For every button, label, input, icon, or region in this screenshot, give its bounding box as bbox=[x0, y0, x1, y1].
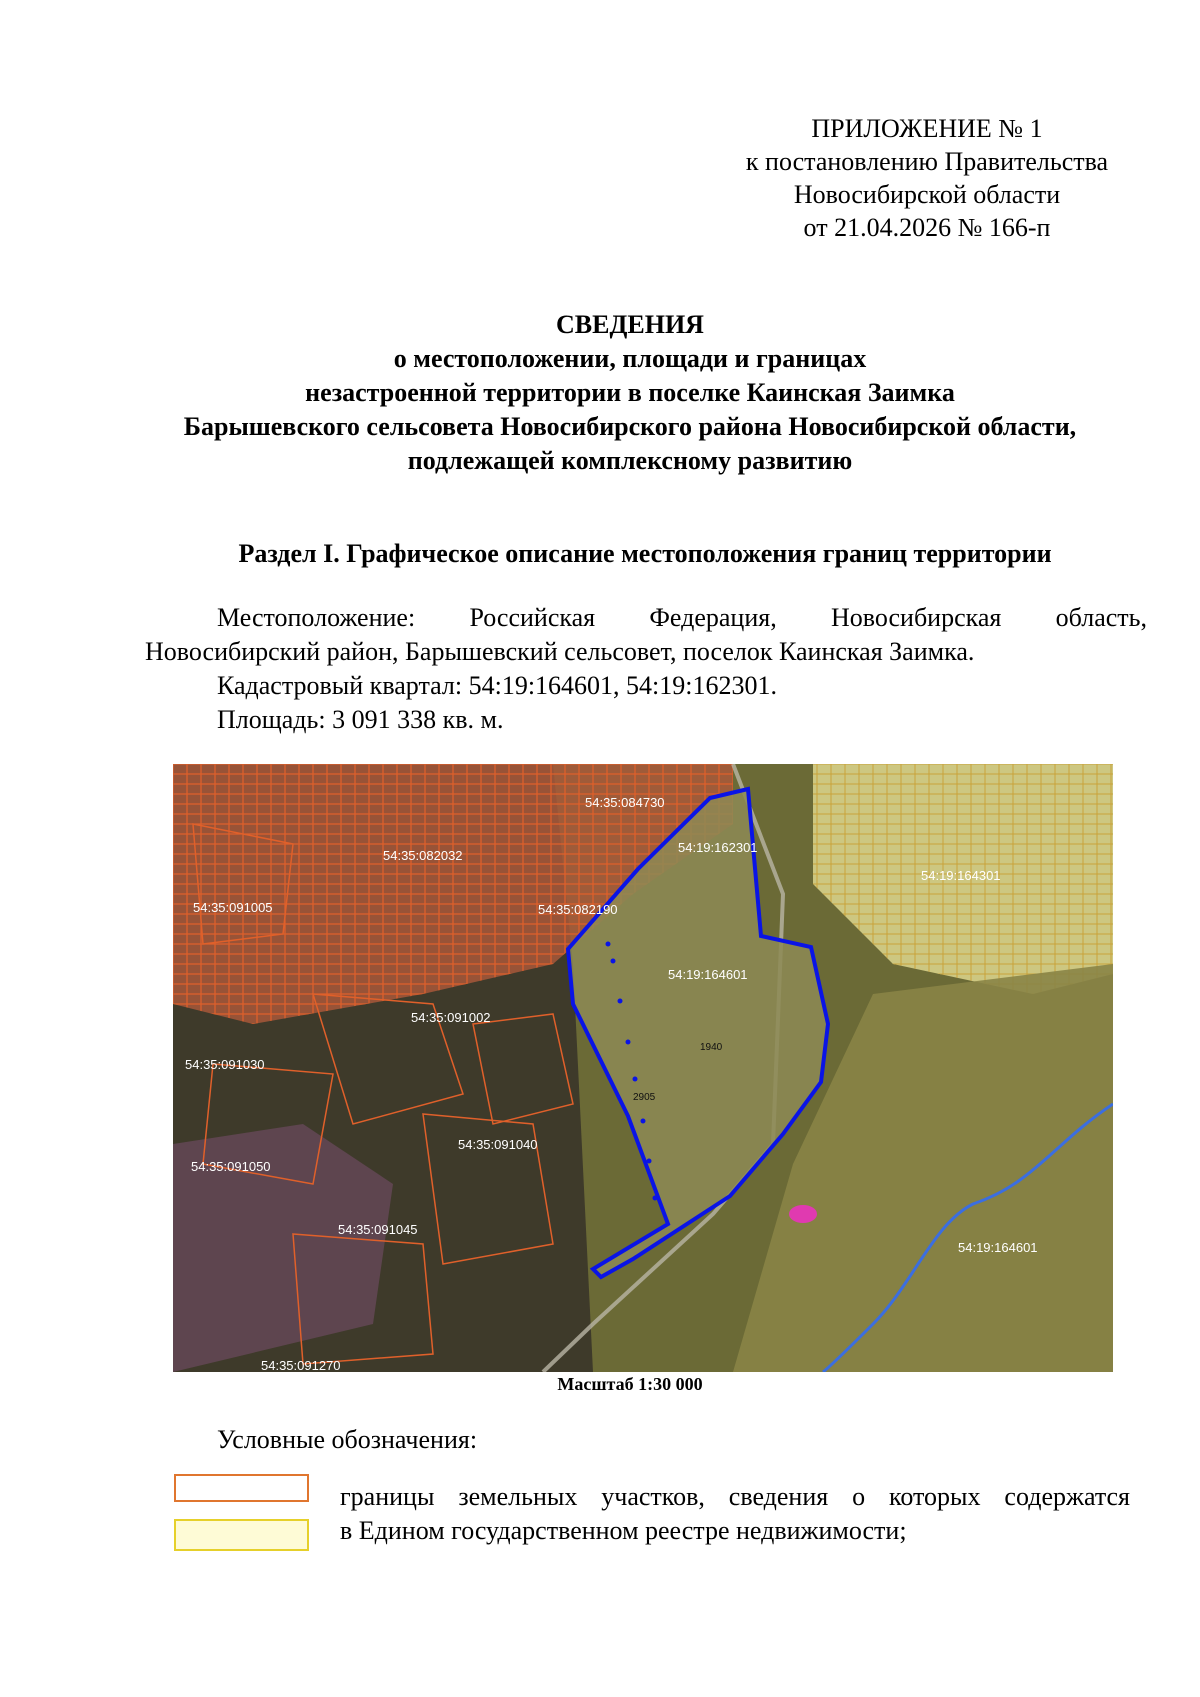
appendix-resolution: к постановлению Правительства bbox=[745, 147, 1109, 176]
map-label: 54:19:162301 bbox=[678, 840, 758, 855]
map-label: 54:35:091270 bbox=[261, 1358, 341, 1372]
legend-swatch-parcel-fill bbox=[174, 1519, 309, 1551]
map-label: 54:35:091045 bbox=[338, 1222, 418, 1237]
appendix-header bbox=[699, 112, 1155, 244]
map-label: 54:35:091050 bbox=[191, 1159, 271, 1174]
title-line-4: Барышевского сельсовета Новосибирского района Новосибирской области, bbox=[183, 412, 1077, 441]
map-label: 54:35:091040 bbox=[458, 1137, 538, 1152]
title-line-2: о местоположении, площади и границах bbox=[393, 344, 867, 373]
location-line-1: Местоположение: Российская Федерация, Новосибирская область, bbox=[217, 603, 1147, 632]
map-number: 1940 bbox=[700, 1042, 723, 1053]
pink-object bbox=[789, 1205, 817, 1223]
location-paragraph bbox=[145, 601, 1147, 669]
map-number: 2905 bbox=[633, 1092, 656, 1103]
location-line-2: Новосибирский район, Барышевский сельсовет, поселок Каинская Заимка. bbox=[145, 637, 975, 666]
document-title bbox=[130, 308, 1130, 478]
title-line-5: подлежащей комплексному развитию bbox=[407, 446, 853, 475]
map-label: 54:35:091002 bbox=[411, 1010, 491, 1025]
map-label: 54:35:082032 bbox=[383, 848, 463, 863]
legend-description bbox=[340, 1480, 1130, 1548]
legend-text-line-1: границы земельных участков, сведения о которых содержатся bbox=[340, 1482, 1130, 1511]
legend-heading: Условные обозначения: bbox=[217, 1425, 478, 1454]
map-label: 54:35:082190 bbox=[538, 902, 618, 917]
map-label: 54:19:164601 bbox=[668, 967, 748, 982]
cadastral-map bbox=[173, 764, 1113, 1372]
legend-text-line-2: в Едином государственном реестре недвижимости; bbox=[340, 1516, 907, 1545]
appendix-region: Новосибирской области bbox=[793, 180, 1061, 209]
legend-swatch-parcel-border bbox=[174, 1474, 309, 1502]
map-label: 54:35:091030 bbox=[185, 1057, 265, 1072]
cadastral-quarter: Кадастровый квартал: 54:19:164601, 54:19:162301. bbox=[217, 671, 777, 700]
map-label: 54:19:164601 bbox=[958, 1240, 1038, 1255]
appendix-number: ПРИЛОЖЕНИЕ № 1 bbox=[811, 114, 1043, 143]
appendix-date: от 21.04.2026 № 166-п bbox=[803, 213, 1051, 242]
map-label: 54:19:164301 bbox=[921, 868, 1001, 883]
title-line-3: незастроенной территории в поселке Каинская Заимка bbox=[305, 378, 955, 407]
territory-area: Площадь: 3 091 338 кв. м. bbox=[217, 705, 504, 734]
map-scale: Масштаб 1:30 000 bbox=[557, 1374, 703, 1394]
title-line-1: СВЕДЕНИЯ bbox=[556, 310, 704, 339]
map-label: 54:35:084730 bbox=[585, 795, 665, 810]
map-label: 54:35:091005 bbox=[193, 900, 273, 915]
section-heading: Раздел I. Графическое описание местоположения границ территории bbox=[238, 539, 1052, 568]
